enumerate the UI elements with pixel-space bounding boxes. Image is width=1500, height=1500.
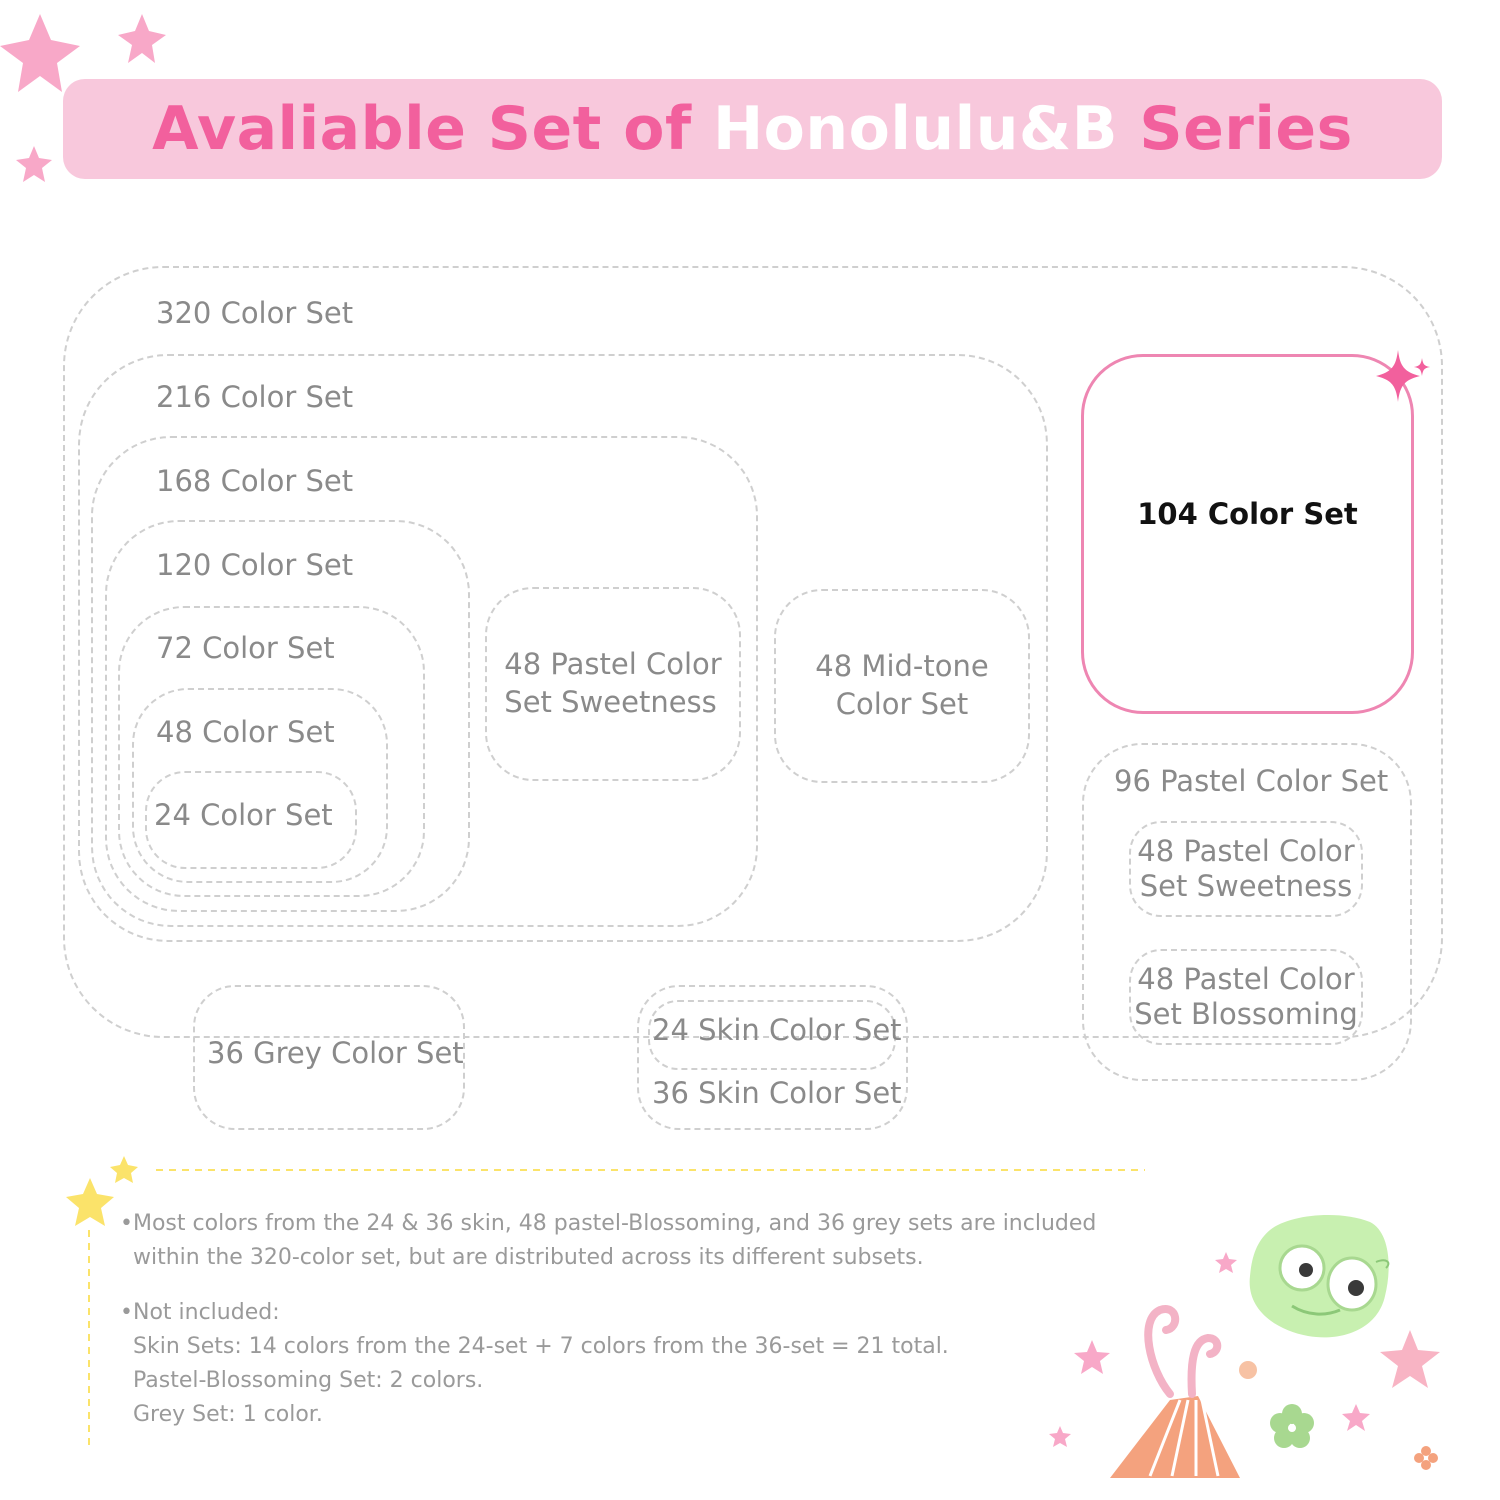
set-label-blossoming-line2: Set Blossoming — [1134, 997, 1358, 1031]
set-label-120: 120 Color Set — [156, 548, 354, 582]
note-bullet: • — [120, 1300, 133, 1325]
note2-line2: Pastel-Blossoming Set: 2 colors. — [133, 1368, 484, 1393]
note1-line1: Most colors from the 24 & 36 skin, 48 pastel-Blossoming, and 36 grey sets are included — [132, 1211, 1097, 1236]
set-label-midtone-line2: Color Set — [835, 687, 969, 721]
set-label-216: 216 Color Set — [156, 380, 354, 414]
sparkle-icon — [1372, 348, 1432, 404]
note-bullet: • — [120, 1211, 133, 1236]
note2-line1: Skin Sets: 14 colors from the 24-set + 7 colors from the 36-set = 21 total. — [133, 1334, 949, 1359]
illustration-island — [1040, 1210, 1460, 1495]
title-banner — [63, 79, 1442, 179]
set-label-168: 168 Color Set — [156, 464, 354, 498]
notes-block-2 — [120, 1296, 1160, 1432]
chameleon-icon — [1250, 1215, 1389, 1337]
set-label-72: 72 Color Set — [156, 631, 335, 665]
star-icon — [0, 14, 80, 92]
set-label-24: 24 Color Set — [154, 798, 333, 832]
page-title: Avaliable Set of Honolulu&B Series — [152, 94, 1353, 164]
star-icon — [66, 1178, 114, 1226]
set-label-24-skin: 24 Skin Color Set — [652, 1013, 902, 1047]
note2-line3: Grey Set: 1 color. — [133, 1402, 323, 1427]
set-label-36-grey: 36 Grey Color Set — [207, 1036, 464, 1070]
set-box-96-pastel-sweetness — [1129, 821, 1363, 917]
set-label-96-sweetness-line1: 48 Pastel Color — [1137, 833, 1355, 868]
set-box-48-midtone — [774, 589, 1030, 783]
flower-icon — [1270, 1404, 1314, 1448]
set-box-104 — [1081, 354, 1414, 714]
set-label-48: 48 Color Set — [156, 715, 335, 749]
shell-icon — [1239, 1361, 1257, 1379]
star-icon — [16, 146, 52, 182]
flower-icon — [1380, 1330, 1440, 1388]
star-icon — [118, 14, 166, 63]
set-label-blossoming-line1: 48 Pastel Color — [1137, 961, 1355, 996]
set-label-36-skin: 36 Skin Color Set — [652, 1076, 902, 1110]
star-icon — [1342, 1404, 1370, 1431]
note1-line2: within the 320-color set, but are distributed across its different subsets. — [133, 1245, 924, 1270]
set-label-pastel-sweetness-line2: Set Sweetness — [504, 685, 717, 719]
set-label-104: 104 Color Set — [1137, 497, 1358, 531]
set-label-320: 320 Color Set — [156, 296, 354, 330]
set-label-midtone-line1: 48 Mid-tone — [815, 649, 989, 684]
star-icon — [1049, 1426, 1071, 1447]
set-box-48-pastel-blossoming — [1129, 949, 1363, 1045]
flower-icon — [1414, 1446, 1438, 1470]
notes-block-1 — [120, 1207, 1160, 1275]
star-icon — [110, 1156, 138, 1183]
set-label-96-sweetness-line2: Set Sweetness — [1139, 869, 1353, 903]
volcano-icon — [1110, 1309, 1240, 1478]
star-icon — [1074, 1340, 1110, 1374]
set-label-96-pastel: 96 Pastel Color Set — [1114, 764, 1389, 798]
set-label-pastel-sweetness-line1: 48 Pastel Color — [504, 647, 722, 682]
set-box-48-pastel-sweetness — [485, 587, 741, 781]
note2-title: Not included: — [132, 1300, 280, 1325]
star-icon — [1215, 1252, 1237, 1273]
